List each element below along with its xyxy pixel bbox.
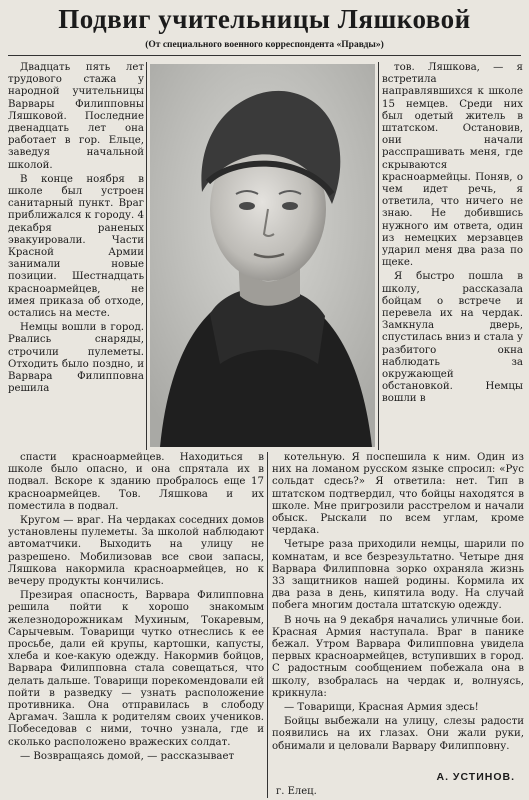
article-lower-right <box>272 452 524 800</box>
paragraph: Двадцать пять лет трудового стажа у народной учительницы Варвары Филипповны Ляшковой. Последние двенадцать лет она работает в гор. Ельце, заведуя начальной школой. <box>8 62 144 171</box>
paragraph: котельную. Я поспешила к ним. Один из них на ломаном русском языке спросил: «Рус сольдат сдесь?» Я ответила: нет. Тип в штатском подтвердил, что бойцы находятся в школе. Мне пригрозили расстрелом и начали обыск. Рыскали по всем углам, кроме чердака. <box>272 452 524 537</box>
paragraph: — Товарищи, Красная Армия здесь! <box>284 702 479 714</box>
dateline: г. Елец. <box>276 786 317 797</box>
author-signature: А. УСТИНОВ. <box>436 771 515 783</box>
paragraph: Презирая опасность, Варвара Филипповна решила пойти к хорошо знакомым железнодорожникам Мухиным, Токаревым, Сарычевым. Товарищи чутко отнеслись к ее просьбе, дали ей крупы, картошки, капусты, хлеба и кое-какую одежду. Накормив бойцов, Варвара Филипповна стала совещаться, что делать дальше. Товарищи порекомендовали ей пойти в разведку — узнать расположение противника. Она отправилась в слободу Аргамач. Зашла к родителям своих учеников. Побеседовав с ними, точно узнала, где и сколько расположено вражеских солдат. <box>8 590 264 748</box>
article-subheadline: (От специального военного корреспондента «Правды») <box>145 40 384 50</box>
column-divider <box>378 62 379 450</box>
paragraph: Кругом — враг. На чердаках соседних домов установлены пулеметы. За школой наблюдают автоматчики. Выходить на улицу не разрешено. Мобилизовав все свои запасы, Ляшкова накормила красноармейцев, но к вечеру продукты кончились. <box>8 515 264 588</box>
paragraph: — Возвращаясь домой, — рассказывает <box>20 750 235 762</box>
paragraph: В ночь на 9 декабря начались уличные бои. Красная Армия наступала. Враг в панике бежал. Утром Варвара Филипповна увидела первых красноармейцев, вступивших в город. С радостным сообщением побежала она в школу, взобралась на чердак и, волнуясь, крикнула: <box>272 614 524 699</box>
paragraph: Я быстро пошла в школу, рассказала бойцам о встрече и перевела их на чердак. Замкнула дверь, спустилась вниз и стала у разбитого окна наблюдать за окружающей обстановкой. Немцы вошли в <box>382 271 523 405</box>
article-lower-left <box>8 452 264 800</box>
portrait-image <box>150 64 375 447</box>
column-divider <box>146 62 147 450</box>
paragraph: тов. Ляшкова, — я встретила направлявшихся к школе 15 немцев. Среди них был одетый житель в штатском. Остановив, они начали расспрашивать меня, где скрываются красноармейцы. Поняв, о чем идет речь, я ответила, что ничего не знаю. Не добившись нужного им ответа, один из немецких мерзавцев ударил меня два раза по щеке. <box>382 62 523 269</box>
column-divider <box>267 452 268 798</box>
article-column-1 <box>8 62 144 452</box>
paragraph: В конце ноября в школе был устроен санитарный пункт. Враг приближался к городу. 4 декабря раненых эвакуировали. Части Красной Армии занимали новые позиции. Шестнадцать красноармейцев, не имея приказа об отходе, остались на месте. <box>8 173 144 320</box>
paragraph: Четыре раза приходили немцы, шарили по комнатам, и все безрезультатно. Четыре дня Варвара Филипповна зорко охраняла жизнь 33 защитников нашей родины. Кормила их два раза в день, кипятила воду. На случай побега многим достала штатскую одежду. <box>272 539 524 612</box>
article-headline: Подвиг учительницы Ляшковой <box>58 4 471 34</box>
paragraph: спасти красноармейцев. Находиться в школе было опасно, и она спрятала их в подвал. Вскоре к зданию пробралось еще 17 красноармейцев. Тов. Ляшкова и их поместила в подвал. <box>8 452 264 512</box>
header-rule <box>8 55 521 56</box>
portrait-photo <box>150 64 375 447</box>
paragraph: Бойцы выбежали на улицу, слезы радости появились на их глазах. Они жали руки, обнимали и целовали Варвару Филипповну. <box>272 716 524 752</box>
article-column-3 <box>382 62 523 452</box>
paragraph: Немцы вошли в город. Рвались снаряды, строчили пулеметы. Отходить было поздно, и Варвара Филипповна решила <box>8 322 144 395</box>
